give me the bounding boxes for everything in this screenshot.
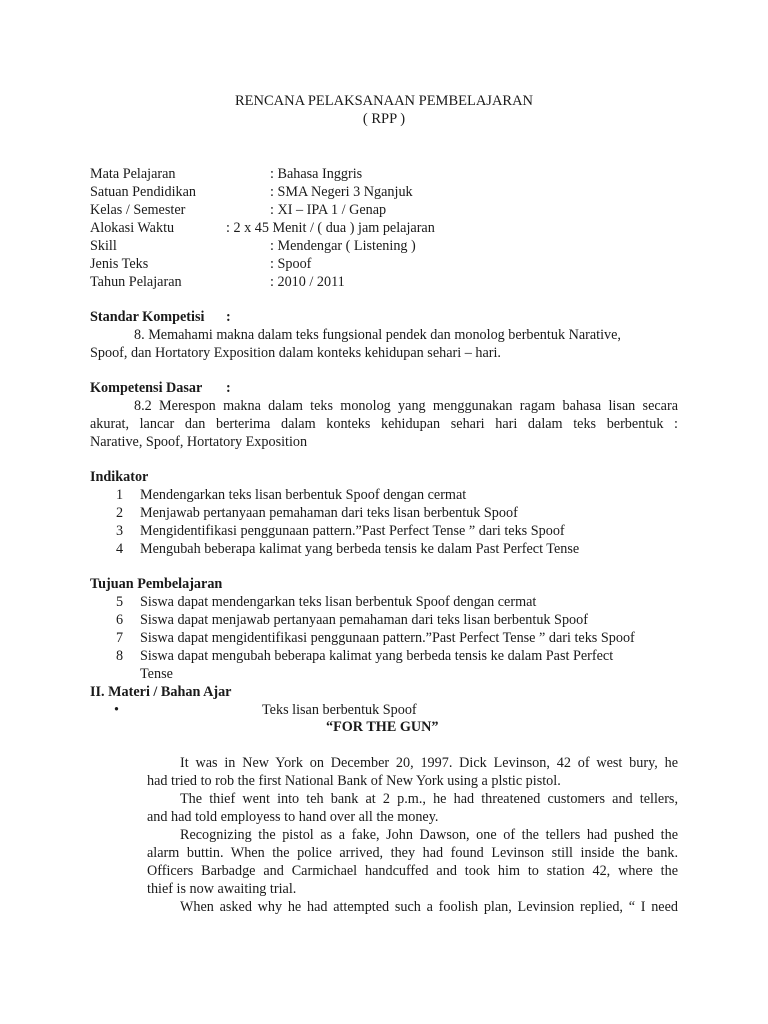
identity-label: Tahun Pelajaran [90,274,182,290]
story-line: The thief went into teh bank at 2 p.m., he had threatened customers and tellers, [180,791,678,807]
materi-heading: II. Materi / Bahan Ajar [90,684,232,700]
kompetensi-line: 8.2 Merespon makna dalam teks monolog yang menggunakan ragam bahasa lisan secara [134,398,678,414]
list-item-continuation: Tense [140,666,173,682]
list-item: Siswa dapat mendengarkan teks lisan berbentuk Spoof dengan cermat [140,594,537,610]
identity-label: Skill [90,238,117,254]
standar-line: Spoof, dan Hortatory Exposition dalam konteks kehidupan sehari – hari. [90,345,501,361]
list-number: 6 [116,612,124,628]
identity-label: Jenis Teks [90,256,149,272]
kompetensi-line: akurat, lancar dan berterima dalam konteks kehidupan sehari hari dalam teks berbentuk : [90,416,678,432]
identity-value: : 2010 / 2011 [270,274,345,290]
list-number: 3 [116,523,124,539]
list-number: 2 [116,505,124,521]
list-item: Siswa dapat mengubah beberapa kalimat yang berbeda tensis ke dalam Past Perfect [140,648,614,664]
list-number: 5 [116,594,124,610]
tujuan-heading: Tujuan Pembelajaran [90,576,223,592]
list-number: 7 [116,630,124,646]
identity-value: : Mendengar ( Listening ) [270,238,416,254]
list-number: 8 [116,648,124,664]
materi-bullet-text: Teks lisan berbentuk Spoof [262,702,417,718]
identity-label: Satuan Pendidikan [90,184,196,200]
story-line: and had told employess to hand over all the money. [147,809,439,825]
identity-value: : Spoof [270,256,312,272]
list-number: 1 [116,487,124,503]
list-item: Mengubah beberapa kalimat yang berbeda tensis ke dalam Past Perfect Tense [140,541,580,557]
identity-value: : XI – IPA 1 / Genap [270,202,387,218]
document-title: RENCANA PELAKSANAAN PEMBELAJARAN [234,93,534,109]
indikator-heading: Indikator [90,469,149,485]
list-item: Siswa dapat menjawab pertanyaan pemahaman dari teks lisan berbentuk Spoof [140,612,588,628]
list-number: 4 [116,541,124,557]
story-line: thief is now awaiting trial. [147,881,297,897]
story-line: Officers Barbadge and Carmichael handcuffed and took him to station 42, where the [147,863,678,879]
identity-value: : SMA Negeri 3 Nganjuk [270,184,413,200]
standar-line: 8. Memahami makna dalam teks fungsional pendek dan monolog berbentuk Narative, [134,327,621,343]
list-item: Menjawab pertanyaan pemahaman dari teks lisan berbentuk Spoof [140,505,518,521]
kompetensi-heading: Kompetensi Dasar [90,380,203,396]
standar-colon: : [226,309,231,325]
list-item: Mendengarkan teks lisan berbentuk Spoof dengan cermat [140,487,467,503]
list-item: Mengidentifikasi penggunaan pattern.”Past Perfect Tense ” dari teks Spoof [140,523,565,539]
list-item: Siswa dapat mengidentifikasi penggunaan pattern.”Past Perfect Tense ” dari teks Spoof [140,630,635,646]
story-title: “FOR THE GUN” [326,719,439,735]
standar-heading: Standar Kompetisi [90,309,205,325]
identity-label: Mata Pelajaran [90,166,176,182]
bullet-icon: • [114,702,119,718]
document-subtitle: ( RPP ) [362,111,406,127]
kompetensi-line: Narative, Spoof, Hortatory Exposition [90,434,308,450]
story-line: Recognizing the pistol as a fake, John Dawson, one of the tellers had pushed the [180,827,678,843]
identity-value: : 2 x 45 Menit / ( dua ) jam pelajaran [226,220,435,236]
identity-label: Kelas / Semester [90,202,186,218]
story-line: alarm buttin. When the police arrived, they had found Levinson still inside the bank. [147,845,678,861]
story-line: had tried to rob the first National Bank of New York using a plstic pistol. [147,773,561,789]
kompetensi-colon: : [226,380,231,396]
identity-value: : Bahasa Inggris [270,166,363,182]
identity-label: Alokasi Waktu [90,220,175,236]
story-line: It was in New York on December 20, 1997. Dick Levinson, 42 of west bury, he [180,755,678,771]
story-line: When asked why he had attempted such a foolish plan, Levinsion replied, “ I need [180,899,678,915]
